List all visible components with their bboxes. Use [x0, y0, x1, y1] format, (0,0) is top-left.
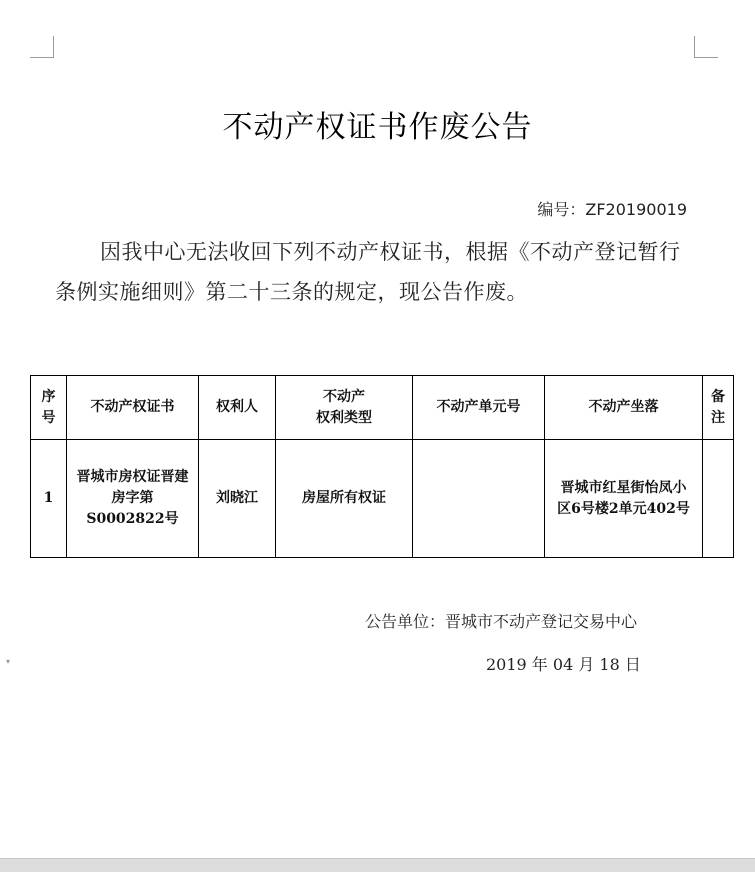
table-row [31, 440, 734, 558]
document-title: 不动产权证书作废公告 [222, 110, 533, 145]
publisher-line: 公告单位：晋城市不动产登记交易中心 [365, 612, 638, 631]
cell-holder: 刘晓江 [199, 440, 276, 558]
header-holder: 权利人 [199, 376, 276, 440]
cell-note [703, 440, 734, 558]
page-corner-mark-top-right [694, 57, 718, 58]
header-certificate: 不动产权证书 [67, 376, 199, 440]
page-corner-mark-top-right-vertical [694, 36, 695, 58]
margin-marker-icon: ▾ [6, 657, 11, 666]
header-location: 不动产坐落 [545, 376, 703, 440]
window-bottom-bar [0, 858, 755, 872]
header-note: 备 注 [703, 376, 734, 440]
certificate-table [30, 375, 734, 558]
cell-right-type: 房屋所有权证 [276, 440, 413, 558]
header-unit-number: 不动产单元号 [413, 376, 545, 440]
announcement-paragraph: 因我中心无法收回下列不动产权证书，根据《不动产登记暂行条例实施细则》第二十三条的规定，现公告作废。 [55, 240, 681, 304]
document-number: 编号：ZF20190019 [537, 200, 687, 219]
cell-location: 晋城市红星街怡凤小区6号楼2单元402号 [545, 440, 703, 558]
cell-seq: 1 [31, 440, 67, 558]
table-header-row [31, 376, 734, 440]
cell-certificate: 晋城市房权证晋建房字第S0002822号 [67, 440, 199, 558]
page-corner-mark-top-left-vertical [53, 36, 54, 58]
cell-unit-number [413, 440, 545, 558]
header-right-type: 不动产 权利类型 [276, 376, 413, 440]
publish-date: 2019 年 04 月 18 日 [486, 655, 641, 674]
page-corner-mark-top-left [30, 57, 54, 58]
header-seq: 序 号 [31, 376, 67, 440]
